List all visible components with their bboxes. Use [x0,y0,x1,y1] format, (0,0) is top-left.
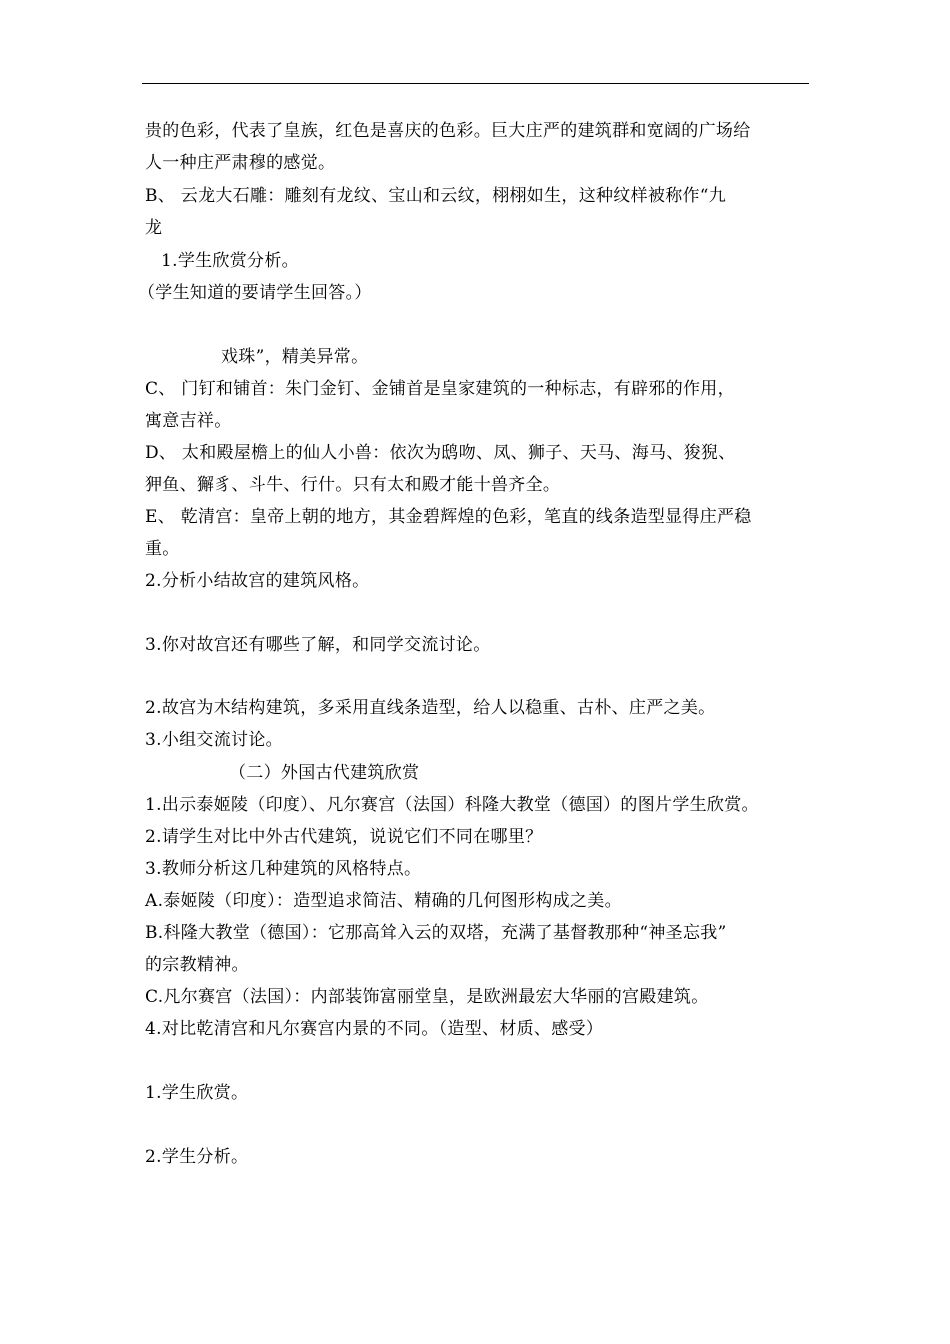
text-line: （学生知道的要请学生回答。） [138,283,372,303]
text-line: 贵的色彩，代表了皇族，红色是喜庆的色彩。巨大庄严的建筑群和宽阔的广场给 [145,121,751,141]
text-line: 戏珠”，精美异常。 [221,347,369,367]
text-line: 3.教师分析这几种建筑的风格特点。 [145,859,422,879]
text-line: C、 门钉和铺首：朱门金钉、金铺首是皇家建筑的一种标志，有辟邪的作用， [145,379,735,399]
text-line: A.泰姬陵（印度）：造型追求简洁、精确的几何图形构成之美。 [145,891,622,911]
text-line: D、 太和殿屋檐上的仙人小兽：依次为鸱吻、凤、狮子、天马、海马、狻猊、 [145,443,736,463]
text-line: 人一种庄严肃穆的感觉。 [145,153,336,173]
text-line: 1.学生欣赏。 [145,1083,249,1103]
text-line: E、 乾清宫：皇帝上朝的地方，其金碧辉煌的色彩，笔直的线条造型显得庄严稳 [145,507,752,527]
text-line: 龙 [145,218,163,238]
section-heading: （二）外国古代建筑欣赏 [229,763,420,783]
text-line: 4.对比乾清宫和凡尔赛宫内景的不同。（造型、材质、感受） [145,1019,604,1039]
text-line: 1.出示泰姬陵（印度）、凡尔赛宫（法国）科隆大教堂（德国）的图片学生欣赏。 [145,795,759,815]
text-line: C.凡尔赛宫（法国）：内部装饰富丽堂皇，是欧洲最宏大华丽的宫殿建筑。 [145,987,709,1007]
text-line: 重。 [145,539,180,559]
text-line: B、 云龙大石雕：雕刻有龙纹、宝山和云纹，栩栩如生，这种纹样被称作“九 [145,186,727,206]
text-line: 的宗教精神。 [145,955,249,975]
text-line: 3.小组交流讨论。 [145,730,283,750]
text-line: 2.分析小结故宫的建筑风格。 [145,571,370,591]
text-line: 1.学生欣赏分析。 [161,251,299,271]
text-line: 2.故宫为木结构建筑，多采用直线条造型，给人以稳重、古朴、庄严之美。 [145,698,716,718]
text-line: 2.请学生对比中外古代建筑，说说它们不同在哪里？ [145,827,543,847]
text-line: 狎鱼、獬豸、斗牛、行什。只有太和殿才能十兽齐全。 [145,475,561,495]
text-line: 寓意吉祥。 [145,411,232,431]
header-rule [142,83,809,84]
text-line: 3.你对故宫还有哪些了解，和同学交流讨论。 [145,635,491,655]
text-line: B.科隆大教堂（德国）：它那高耸入云的双塔，充满了基督教那种“神圣忘我” [145,923,727,943]
text-line: 2.学生分析。 [145,1147,249,1167]
